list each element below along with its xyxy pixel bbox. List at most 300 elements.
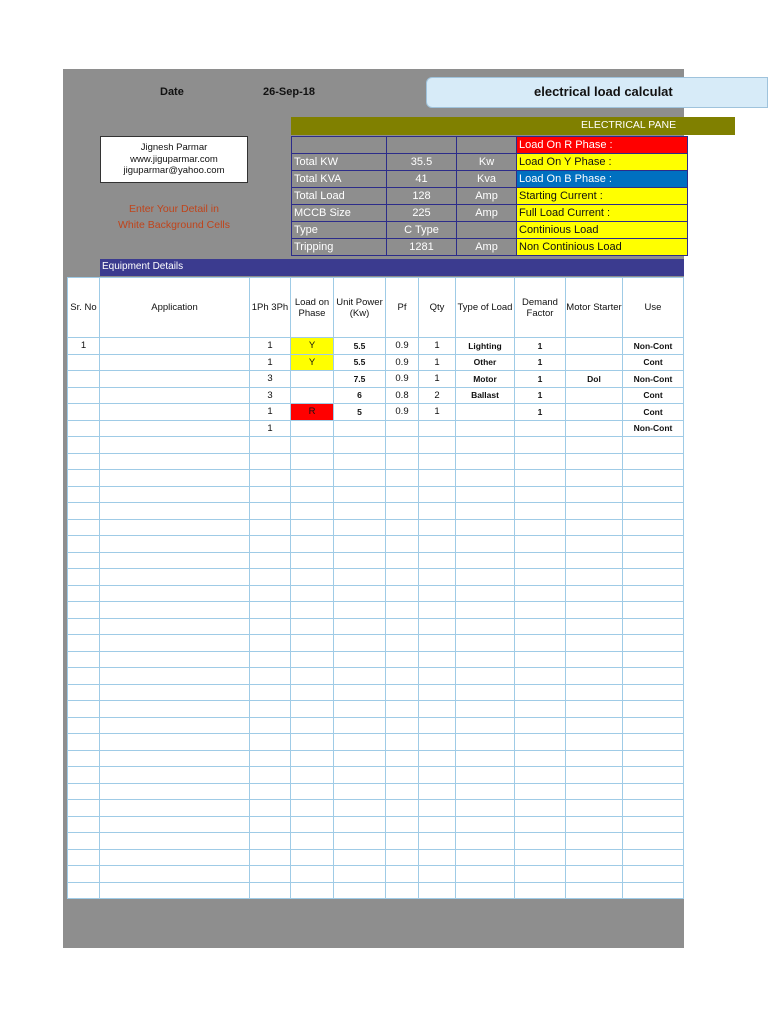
cell-load-on-phase[interactable] bbox=[291, 750, 334, 767]
cell-application[interactable] bbox=[100, 816, 250, 833]
cell-type-of-load[interactable] bbox=[456, 849, 515, 866]
cell-pf[interactable] bbox=[386, 717, 419, 734]
cell-unit-power[interactable] bbox=[334, 585, 386, 602]
cell-motor-starter[interactable] bbox=[566, 833, 623, 850]
cell-phase-type[interactable]: 1 bbox=[250, 354, 291, 371]
cell-load-on-phase[interactable] bbox=[291, 503, 334, 520]
cell-application[interactable] bbox=[100, 371, 250, 388]
cell-demand-factor[interactable] bbox=[515, 519, 566, 536]
cell-demand-factor[interactable] bbox=[515, 833, 566, 850]
cell-use[interactable] bbox=[623, 849, 684, 866]
cell-sr-no[interactable] bbox=[68, 684, 100, 701]
cell-type-of-load[interactable] bbox=[456, 585, 515, 602]
cell-pf[interactable] bbox=[386, 800, 419, 817]
cell-qty[interactable] bbox=[419, 552, 456, 569]
cell-application[interactable] bbox=[100, 833, 250, 850]
cell-demand-factor[interactable] bbox=[515, 635, 566, 652]
cell-pf[interactable] bbox=[386, 552, 419, 569]
cell-unit-power[interactable] bbox=[334, 420, 386, 437]
cell-qty[interactable] bbox=[419, 734, 456, 751]
cell-application[interactable] bbox=[100, 404, 250, 421]
cell-phase-type[interactable] bbox=[250, 783, 291, 800]
cell-unit-power[interactable] bbox=[334, 437, 386, 454]
cell-phase-type[interactable]: 1 bbox=[250, 420, 291, 437]
cell-motor-starter[interactable]: Dol bbox=[566, 371, 623, 388]
cell-phase-type[interactable] bbox=[250, 800, 291, 817]
cell-unit-power[interactable] bbox=[334, 701, 386, 718]
cell-demand-factor[interactable] bbox=[515, 866, 566, 883]
cell-motor-starter[interactable] bbox=[566, 453, 623, 470]
cell-demand-factor[interactable] bbox=[515, 816, 566, 833]
cell-qty[interactable] bbox=[419, 437, 456, 454]
cell-demand-factor[interactable] bbox=[515, 420, 566, 437]
cell-load-on-phase[interactable] bbox=[291, 536, 334, 553]
cell-phase-type[interactable]: 1 bbox=[250, 338, 291, 355]
cell-motor-starter[interactable] bbox=[566, 816, 623, 833]
cell-qty[interactable] bbox=[419, 783, 456, 800]
cell-unit-power[interactable]: 5.5 bbox=[334, 354, 386, 371]
cell-use[interactable]: Cont bbox=[623, 387, 684, 404]
cell-demand-factor[interactable]: 1 bbox=[515, 354, 566, 371]
cell-phase-type[interactable] bbox=[250, 684, 291, 701]
cell-pf[interactable] bbox=[386, 701, 419, 718]
cell-pf[interactable] bbox=[386, 536, 419, 553]
cell-type-of-load[interactable] bbox=[456, 569, 515, 586]
cell-qty[interactable] bbox=[419, 635, 456, 652]
cell-load-on-phase[interactable] bbox=[291, 486, 334, 503]
cell-qty[interactable] bbox=[419, 536, 456, 553]
cell-phase-type[interactable] bbox=[250, 651, 291, 668]
cell-load-on-phase[interactable] bbox=[291, 651, 334, 668]
cell-type-of-load[interactable] bbox=[456, 833, 515, 850]
cell-application[interactable] bbox=[100, 866, 250, 883]
cell-load-on-phase[interactable]: Y bbox=[291, 354, 334, 371]
cell-unit-power[interactable] bbox=[334, 569, 386, 586]
cell-phase-type[interactable] bbox=[250, 750, 291, 767]
cell-demand-factor[interactable] bbox=[515, 701, 566, 718]
cell-unit-power[interactable] bbox=[334, 635, 386, 652]
cell-type-of-load[interactable]: Other bbox=[456, 354, 515, 371]
cell-unit-power[interactable] bbox=[334, 816, 386, 833]
cell-motor-starter[interactable] bbox=[566, 486, 623, 503]
cell-unit-power[interactable] bbox=[334, 833, 386, 850]
cell-qty[interactable]: 1 bbox=[419, 371, 456, 388]
cell-demand-factor[interactable] bbox=[515, 800, 566, 817]
cell-type-of-load[interactable] bbox=[456, 536, 515, 553]
cell-unit-power[interactable]: 5.5 bbox=[334, 338, 386, 355]
cell-application[interactable] bbox=[100, 420, 250, 437]
cell-motor-starter[interactable] bbox=[566, 767, 623, 784]
cell-type-of-load[interactable] bbox=[456, 404, 515, 421]
cell-use[interactable] bbox=[623, 684, 684, 701]
cell-application[interactable] bbox=[100, 602, 250, 619]
cell-type-of-load[interactable] bbox=[456, 767, 515, 784]
cell-use[interactable] bbox=[623, 866, 684, 883]
cell-use[interactable] bbox=[623, 552, 684, 569]
cell-demand-factor[interactable] bbox=[515, 684, 566, 701]
cell-pf[interactable] bbox=[386, 816, 419, 833]
cell-application[interactable] bbox=[100, 701, 250, 718]
cell-load-on-phase[interactable] bbox=[291, 387, 334, 404]
cell-type-of-load[interactable] bbox=[456, 684, 515, 701]
cell-application[interactable] bbox=[100, 668, 250, 685]
cell-application[interactable] bbox=[100, 470, 250, 487]
cell-qty[interactable]: 1 bbox=[419, 338, 456, 355]
cell-pf[interactable] bbox=[386, 618, 419, 635]
cell-demand-factor[interactable] bbox=[515, 552, 566, 569]
cell-application[interactable] bbox=[100, 354, 250, 371]
cell-qty[interactable] bbox=[419, 602, 456, 619]
cell-load-on-phase[interactable] bbox=[291, 618, 334, 635]
cell-sr-no[interactable] bbox=[68, 701, 100, 718]
cell-use[interactable] bbox=[623, 734, 684, 751]
cell-type-of-load[interactable] bbox=[456, 470, 515, 487]
cell-application[interactable] bbox=[100, 519, 250, 536]
cell-pf[interactable] bbox=[386, 833, 419, 850]
cell-demand-factor[interactable] bbox=[515, 882, 566, 899]
cell-load-on-phase[interactable] bbox=[291, 816, 334, 833]
cell-use[interactable] bbox=[623, 701, 684, 718]
cell-motor-starter[interactable] bbox=[566, 668, 623, 685]
cell-application[interactable] bbox=[100, 717, 250, 734]
cell-unit-power[interactable] bbox=[334, 684, 386, 701]
cell-pf[interactable] bbox=[386, 849, 419, 866]
cell-phase-type[interactable] bbox=[250, 668, 291, 685]
cell-sr-no[interactable] bbox=[68, 552, 100, 569]
cell-motor-starter[interactable] bbox=[566, 882, 623, 899]
cell-phase-type[interactable] bbox=[250, 569, 291, 586]
cell-sr-no[interactable] bbox=[68, 404, 100, 421]
cell-use[interactable]: Cont bbox=[623, 354, 684, 371]
cell-type-of-load[interactable] bbox=[456, 618, 515, 635]
cell-use[interactable] bbox=[623, 585, 684, 602]
cell-sr-no[interactable] bbox=[68, 569, 100, 586]
cell-application[interactable] bbox=[100, 635, 250, 652]
cell-motor-starter[interactable] bbox=[566, 618, 623, 635]
cell-sr-no[interactable] bbox=[68, 486, 100, 503]
cell-type-of-load[interactable] bbox=[456, 734, 515, 751]
cell-use[interactable] bbox=[623, 767, 684, 784]
cell-motor-starter[interactable] bbox=[566, 800, 623, 817]
cell-load-on-phase[interactable] bbox=[291, 767, 334, 784]
cell-phase-type[interactable] bbox=[250, 470, 291, 487]
cell-load-on-phase[interactable] bbox=[291, 882, 334, 899]
cell-unit-power[interactable] bbox=[334, 849, 386, 866]
cell-demand-factor[interactable]: 1 bbox=[515, 404, 566, 421]
cell-demand-factor[interactable] bbox=[515, 585, 566, 602]
cell-load-on-phase[interactable]: R bbox=[291, 404, 334, 421]
cell-demand-factor[interactable] bbox=[515, 750, 566, 767]
cell-unit-power[interactable] bbox=[334, 668, 386, 685]
cell-demand-factor[interactable] bbox=[515, 569, 566, 586]
cell-qty[interactable] bbox=[419, 816, 456, 833]
cell-phase-type[interactable] bbox=[250, 519, 291, 536]
cell-pf[interactable]: 0.8 bbox=[386, 387, 419, 404]
cell-use[interactable] bbox=[623, 750, 684, 767]
cell-type-of-load[interactable] bbox=[456, 420, 515, 437]
cell-application[interactable] bbox=[100, 684, 250, 701]
cell-unit-power[interactable] bbox=[334, 618, 386, 635]
cell-qty[interactable] bbox=[419, 767, 456, 784]
cell-load-on-phase[interactable] bbox=[291, 849, 334, 866]
cell-motor-starter[interactable] bbox=[566, 437, 623, 454]
cell-sr-no[interactable] bbox=[68, 800, 100, 817]
cell-qty[interactable]: 2 bbox=[419, 387, 456, 404]
cell-phase-type[interactable]: 1 bbox=[250, 404, 291, 421]
cell-phase-type[interactable] bbox=[250, 503, 291, 520]
cell-qty[interactable] bbox=[419, 420, 456, 437]
cell-motor-starter[interactable] bbox=[566, 602, 623, 619]
cell-sr-no[interactable] bbox=[68, 387, 100, 404]
cell-unit-power[interactable]: 5 bbox=[334, 404, 386, 421]
cell-pf[interactable] bbox=[386, 470, 419, 487]
cell-sr-no[interactable] bbox=[68, 503, 100, 520]
cell-sr-no[interactable]: 1 bbox=[68, 338, 100, 355]
cell-qty[interactable] bbox=[419, 717, 456, 734]
cell-pf[interactable] bbox=[386, 569, 419, 586]
cell-type-of-load[interactable] bbox=[456, 668, 515, 685]
cell-qty[interactable] bbox=[419, 750, 456, 767]
cell-pf[interactable]: 0.9 bbox=[386, 371, 419, 388]
cell-sr-no[interactable] bbox=[68, 668, 100, 685]
cell-unit-power[interactable]: 7.5 bbox=[334, 371, 386, 388]
cell-load-on-phase[interactable] bbox=[291, 552, 334, 569]
cell-demand-factor[interactable] bbox=[515, 717, 566, 734]
cell-unit-power[interactable] bbox=[334, 486, 386, 503]
cell-phase-type[interactable]: 3 bbox=[250, 387, 291, 404]
cell-type-of-load[interactable] bbox=[456, 750, 515, 767]
cell-demand-factor[interactable] bbox=[515, 849, 566, 866]
cell-phase-type[interactable] bbox=[250, 701, 291, 718]
cell-unit-power[interactable] bbox=[334, 503, 386, 520]
cell-qty[interactable]: 1 bbox=[419, 354, 456, 371]
cell-use[interactable] bbox=[623, 783, 684, 800]
cell-use[interactable] bbox=[623, 470, 684, 487]
cell-use[interactable] bbox=[623, 635, 684, 652]
cell-pf[interactable]: 0.9 bbox=[386, 338, 419, 355]
cell-type-of-load[interactable]: Lighting bbox=[456, 338, 515, 355]
cell-pf[interactable] bbox=[386, 651, 419, 668]
cell-qty[interactable] bbox=[419, 701, 456, 718]
cell-sr-no[interactable] bbox=[68, 602, 100, 619]
cell-use[interactable] bbox=[623, 668, 684, 685]
cell-pf[interactable] bbox=[386, 453, 419, 470]
cell-load-on-phase[interactable] bbox=[291, 783, 334, 800]
cell-unit-power[interactable] bbox=[334, 519, 386, 536]
cell-pf[interactable] bbox=[386, 585, 419, 602]
cell-type-of-load[interactable] bbox=[456, 503, 515, 520]
cell-load-on-phase[interactable] bbox=[291, 800, 334, 817]
cell-phase-type[interactable] bbox=[250, 486, 291, 503]
cell-application[interactable] bbox=[100, 618, 250, 635]
date-value[interactable]: 26-Sep-18 bbox=[263, 86, 315, 98]
cell-sr-no[interactable] bbox=[68, 882, 100, 899]
cell-demand-factor[interactable]: 1 bbox=[515, 371, 566, 388]
cell-type-of-load[interactable] bbox=[456, 437, 515, 454]
cell-qty[interactable] bbox=[419, 866, 456, 883]
cell-qty[interactable] bbox=[419, 668, 456, 685]
cell-qty[interactable]: 1 bbox=[419, 404, 456, 421]
cell-motor-starter[interactable] bbox=[566, 717, 623, 734]
cell-pf[interactable] bbox=[386, 684, 419, 701]
cell-sr-no[interactable] bbox=[68, 767, 100, 784]
cell-load-on-phase[interactable]: Y bbox=[291, 338, 334, 355]
cell-type-of-load[interactable] bbox=[456, 783, 515, 800]
cell-unit-power[interactable] bbox=[334, 783, 386, 800]
cell-demand-factor[interactable] bbox=[515, 602, 566, 619]
cell-type-of-load[interactable]: Ballast bbox=[456, 387, 515, 404]
cell-motor-starter[interactable] bbox=[566, 519, 623, 536]
cell-sr-no[interactable] bbox=[68, 750, 100, 767]
cell-sr-no[interactable] bbox=[68, 783, 100, 800]
cell-use[interactable] bbox=[623, 651, 684, 668]
cell-load-on-phase[interactable] bbox=[291, 717, 334, 734]
cell-phase-type[interactable] bbox=[250, 717, 291, 734]
cell-application[interactable] bbox=[100, 783, 250, 800]
cell-sr-no[interactable] bbox=[68, 618, 100, 635]
cell-qty[interactable] bbox=[419, 585, 456, 602]
cell-pf[interactable]: 0.9 bbox=[386, 404, 419, 421]
cell-pf[interactable] bbox=[386, 750, 419, 767]
cell-load-on-phase[interactable] bbox=[291, 519, 334, 536]
cell-sr-no[interactable] bbox=[68, 354, 100, 371]
cell-load-on-phase[interactable] bbox=[291, 453, 334, 470]
cell-use[interactable] bbox=[623, 882, 684, 899]
cell-motor-starter[interactable] bbox=[566, 750, 623, 767]
cell-type-of-load[interactable] bbox=[456, 882, 515, 899]
cell-use[interactable] bbox=[623, 800, 684, 817]
cell-motor-starter[interactable] bbox=[566, 420, 623, 437]
cell-application[interactable] bbox=[100, 767, 250, 784]
cell-use[interactable] bbox=[623, 536, 684, 553]
cell-use[interactable] bbox=[623, 453, 684, 470]
cell-use[interactable] bbox=[623, 503, 684, 520]
cell-load-on-phase[interactable] bbox=[291, 635, 334, 652]
cell-demand-factor[interactable] bbox=[515, 486, 566, 503]
cell-unit-power[interactable] bbox=[334, 552, 386, 569]
cell-use[interactable] bbox=[623, 717, 684, 734]
cell-use[interactable]: Non-Cont bbox=[623, 338, 684, 355]
cell-use[interactable]: Non-Cont bbox=[623, 420, 684, 437]
cell-type-of-load[interactable]: Motor bbox=[456, 371, 515, 388]
cell-use[interactable]: Non-Cont bbox=[623, 371, 684, 388]
cell-motor-starter[interactable] bbox=[566, 552, 623, 569]
cell-application[interactable] bbox=[100, 437, 250, 454]
cell-qty[interactable] bbox=[419, 486, 456, 503]
cell-pf[interactable] bbox=[386, 519, 419, 536]
cell-motor-starter[interactable] bbox=[566, 585, 623, 602]
cell-type-of-load[interactable] bbox=[456, 552, 515, 569]
cell-unit-power[interactable]: 6 bbox=[334, 387, 386, 404]
cell-demand-factor[interactable] bbox=[515, 437, 566, 454]
cell-sr-no[interactable] bbox=[68, 651, 100, 668]
cell-unit-power[interactable] bbox=[334, 536, 386, 553]
cell-qty[interactable] bbox=[419, 833, 456, 850]
cell-sr-no[interactable] bbox=[68, 536, 100, 553]
cell-sr-no[interactable] bbox=[68, 816, 100, 833]
cell-qty[interactable] bbox=[419, 882, 456, 899]
cell-sr-no[interactable] bbox=[68, 519, 100, 536]
cell-demand-factor[interactable] bbox=[515, 470, 566, 487]
cell-pf[interactable] bbox=[386, 882, 419, 899]
cell-pf[interactable] bbox=[386, 866, 419, 883]
cell-phase-type[interactable] bbox=[250, 552, 291, 569]
cell-application[interactable] bbox=[100, 503, 250, 520]
cell-sr-no[interactable] bbox=[68, 470, 100, 487]
cell-qty[interactable] bbox=[419, 569, 456, 586]
cell-application[interactable] bbox=[100, 882, 250, 899]
cell-load-on-phase[interactable] bbox=[291, 371, 334, 388]
cell-sr-no[interactable] bbox=[68, 717, 100, 734]
cell-qty[interactable] bbox=[419, 470, 456, 487]
cell-pf[interactable] bbox=[386, 783, 419, 800]
cell-motor-starter[interactable] bbox=[566, 651, 623, 668]
cell-unit-power[interactable] bbox=[334, 734, 386, 751]
cell-qty[interactable] bbox=[419, 453, 456, 470]
cell-demand-factor[interactable] bbox=[515, 767, 566, 784]
cell-motor-starter[interactable] bbox=[566, 387, 623, 404]
cell-unit-power[interactable] bbox=[334, 866, 386, 883]
cell-unit-power[interactable] bbox=[334, 767, 386, 784]
cell-phase-type[interactable] bbox=[250, 536, 291, 553]
cell-demand-factor[interactable] bbox=[515, 618, 566, 635]
cell-type-of-load[interactable] bbox=[456, 602, 515, 619]
cell-demand-factor[interactable] bbox=[515, 783, 566, 800]
cell-load-on-phase[interactable] bbox=[291, 470, 334, 487]
cell-use[interactable] bbox=[623, 437, 684, 454]
cell-phase-type[interactable] bbox=[250, 849, 291, 866]
cell-pf[interactable] bbox=[386, 635, 419, 652]
cell-unit-power[interactable] bbox=[334, 800, 386, 817]
cell-phase-type[interactable] bbox=[250, 734, 291, 751]
cell-type-of-load[interactable] bbox=[456, 866, 515, 883]
cell-type-of-load[interactable] bbox=[456, 486, 515, 503]
cell-use[interactable] bbox=[623, 602, 684, 619]
cell-use[interactable] bbox=[623, 618, 684, 635]
cell-demand-factor[interactable] bbox=[515, 453, 566, 470]
cell-pf[interactable] bbox=[386, 437, 419, 454]
cell-demand-factor[interactable] bbox=[515, 734, 566, 751]
cell-load-on-phase[interactable] bbox=[291, 734, 334, 751]
cell-unit-power[interactable] bbox=[334, 453, 386, 470]
cell-use[interactable] bbox=[623, 569, 684, 586]
cell-type-of-load[interactable] bbox=[456, 519, 515, 536]
cell-qty[interactable] bbox=[419, 849, 456, 866]
cell-motor-starter[interactable] bbox=[566, 536, 623, 553]
cell-unit-power[interactable] bbox=[334, 882, 386, 899]
cell-phase-type[interactable] bbox=[250, 635, 291, 652]
cell-qty[interactable] bbox=[419, 651, 456, 668]
cell-pf[interactable]: 0.9 bbox=[386, 354, 419, 371]
cell-sr-no[interactable] bbox=[68, 371, 100, 388]
cell-phase-type[interactable] bbox=[250, 437, 291, 454]
cell-load-on-phase[interactable] bbox=[291, 866, 334, 883]
cell-pf[interactable] bbox=[386, 668, 419, 685]
cell-sr-no[interactable] bbox=[68, 437, 100, 454]
cell-motor-starter[interactable] bbox=[566, 701, 623, 718]
cell-type-of-load[interactable] bbox=[456, 635, 515, 652]
cell-demand-factor[interactable] bbox=[515, 503, 566, 520]
cell-qty[interactable] bbox=[419, 684, 456, 701]
cell-unit-power[interactable] bbox=[334, 470, 386, 487]
cell-application[interactable] bbox=[100, 453, 250, 470]
cell-motor-starter[interactable] bbox=[566, 734, 623, 751]
cell-application[interactable] bbox=[100, 338, 250, 355]
cell-motor-starter[interactable] bbox=[566, 684, 623, 701]
cell-demand-factor[interactable]: 1 bbox=[515, 338, 566, 355]
cell-motor-starter[interactable] bbox=[566, 783, 623, 800]
cell-phase-type[interactable]: 3 bbox=[250, 371, 291, 388]
